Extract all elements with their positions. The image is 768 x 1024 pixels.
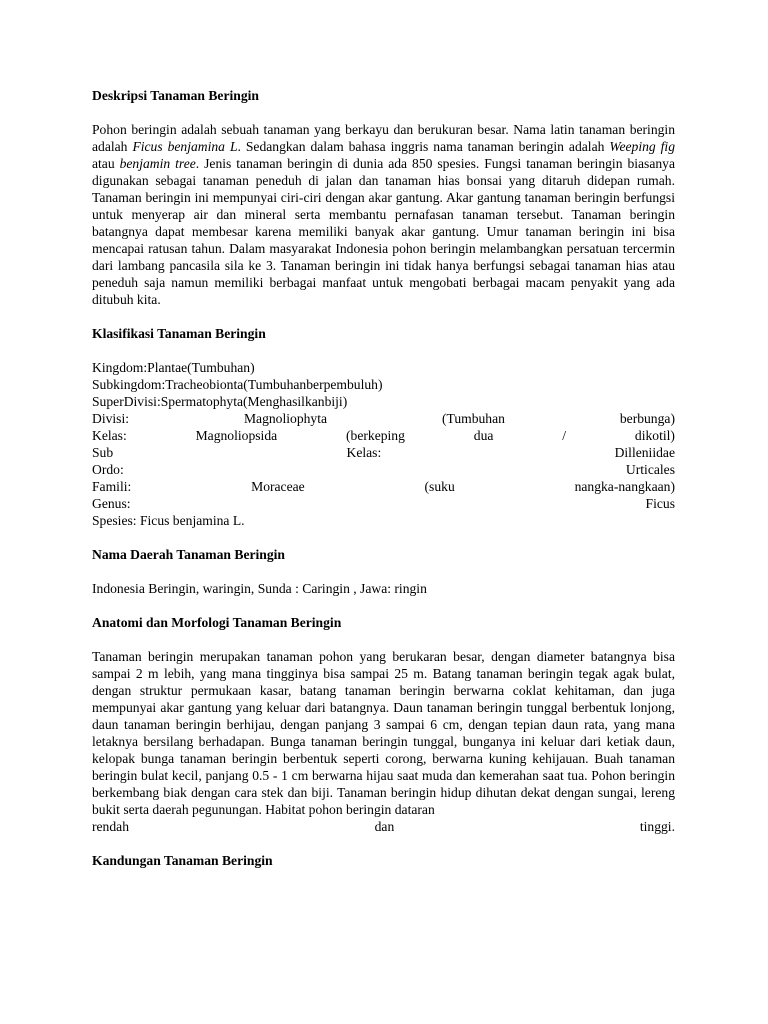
word: berbunga) [619, 411, 675, 426]
word: Genus: [92, 496, 131, 511]
word: Dilleniidae [614, 445, 675, 460]
document-page [92, 87, 675, 886]
heading-deskripsi: Deskripsi Tanaman Beringin [92, 88, 259, 103]
heading-klasifikasi: Klasifikasi Tanaman Beringin [92, 326, 266, 341]
famili-line [92, 478, 675, 495]
word: Ordo: [92, 462, 124, 477]
kelas-line [92, 427, 675, 444]
word: Magnoliopsida [195, 428, 278, 443]
word: Sub [92, 445, 114, 460]
paragraph-nama-daerah: Indonesia Beringin, waringin, Sunda : Caringin , Jawa: ringin [92, 581, 427, 596]
genus-line [92, 495, 675, 512]
word: Kelas: [92, 428, 127, 443]
latin-name: Ficus benjamina L [132, 139, 238, 154]
anatomi-last-line [92, 818, 675, 835]
paragraph-anatomi: Tanaman beringin merupakan tanaman pohon yang berukaran besar, dengan diameter batangnya bisa sampai 2 m lebih, yang mana tingginya bisa sampai 25 m. Batang tanaman beringin tegak agak bulat, dengan struktur permukaan kasar, batang tanaman beringin berwarna coklat kehitaman, dan juga mempunyai akar gantung yang keluar dari batangnya. Daun tanaman beringin tunggal berbentuk lonjong, daun tanaman beringin berhijau, dengan panjang 3 sampai 6 cm, dengan tepian daun rata, yang mana letaknya bersilang berhadapan. Bunga tanaman beringin tunggal, bunganya ini keluar dari ketiak daun, kelopak bunga tanaman beringin berbentuk seperti corong, berwarna kuning kehijauan. Buah tanaman beringin bulat kecil, panjang 0.5 - 1 cm berwarna hijau saat muda dan kemerahan saat tua. Pohon beringin berkembang biak dengan cara stek dan biji. Tanaman beringin hidup dihutan dekat dengan sungai, lereng bukit serta daerah pegunungan. Habitat pohon beringin dataran [92, 649, 675, 817]
text-run: . Jenis tanaman beringin di dunia ada 850 spesies. Fungsi tanaman beringin biasanya digunakan sebagai tanaman peneduh di jalan dan tanaman hias bonsai yang ditaruh didepan rumah. Tanaman beringin ini mempunyai ciri-ciri dengan akar gantung. Akar gantung tanaman beringin berfungsi untuk menyerap air dan mineral serta membantu pernafasan tanaman tersebut. Tanaman beringin batangnya dapat membesar karena memiliki banyak akar gantung. Umur tanaman beringin ini bisa mencapai ratusan tahun. Dalam masyarakat Indonesia pohon beringin melambangkan persatuan tercermin dari lambang pancasila sila ke 3. Tanaman beringin ini tidak hanya berfungsi sebagai tanaman hias atau peneduh saja namun memiliki berbagai manfaat untuk mengobati berbagai macam penyakit yang ada ditubuh kita. [92, 156, 675, 307]
spesies-line: Spesies: Ficus benjamina L. [92, 513, 245, 528]
text-run: Pohon beringin adalah sebuah tanaman yang berkayu dan berukuran besar. Nama latin tanaman beringin adalah [92, 122, 675, 154]
paragraph-deskripsi [92, 121, 675, 308]
word: Ficus [645, 496, 675, 511]
text-run: atau [92, 156, 120, 171]
word: dikotil) [634, 428, 675, 443]
word: Divisi: [92, 411, 130, 426]
word: Moraceae [251, 479, 305, 494]
classification-list [92, 359, 675, 529]
word: tinggi. [639, 819, 675, 834]
kingdom-line: Kingdom:Plantae(Tumbuhan) [92, 360, 255, 375]
word: Kelas: [346, 445, 382, 460]
heading-anatomi: Anatomi dan Morfologi Tanaman Beringin [92, 615, 342, 630]
word: nangka-nangkaan) [574, 479, 675, 494]
word: Magnoliophyta [243, 411, 328, 426]
text-run: . Sedangkan dalam bahasa inggris nama tanaman beringin adalah [237, 139, 610, 154]
subkingdom-line: Subkingdom:Tracheobionta(Tumbuhanberpembuluh) [92, 377, 383, 392]
word: Urticales [625, 462, 675, 477]
subkelas-line [92, 444, 675, 461]
word: / [562, 428, 567, 443]
divisi-line [92, 410, 675, 427]
word: Famili: [92, 479, 132, 494]
word: (Tumbuhan [441, 411, 505, 426]
heading-nama-daerah: Nama Daerah Tanaman Beringin [92, 547, 285, 562]
superdivisi-line: SuperDivisi:Spermatophyta(Menghasilkanbiji) [92, 394, 348, 409]
english-name: Weeping fig [609, 139, 675, 154]
word: (berkeping [346, 428, 405, 443]
word: (suku [424, 479, 455, 494]
word: rendah [92, 819, 129, 834]
heading-kandungan: Kandungan Tanaman Beringin [92, 853, 273, 868]
ordo-line [92, 461, 675, 478]
english-name-alt: benjamin tree [119, 156, 196, 171]
word: dan [374, 819, 395, 834]
word: dua [473, 428, 494, 443]
